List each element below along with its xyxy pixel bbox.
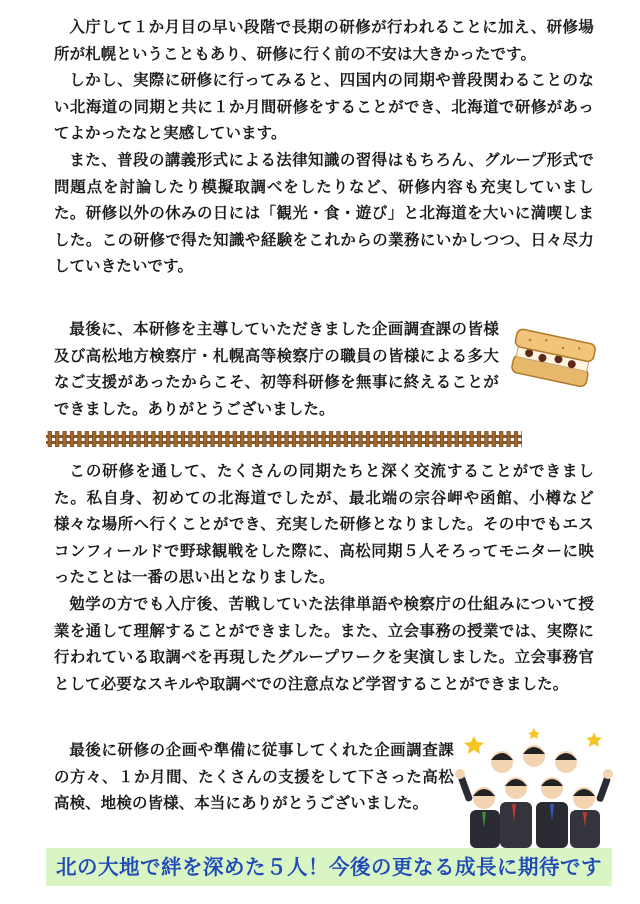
section1-closing [54, 316, 499, 422]
wooden-fence-divider [46, 431, 522, 447]
section2-paragraph-2: 勉学の方でも入庁後、苦戦していた法律単語や検察庁の仕組みについて授業を通して理解することができました。また、立会事務の授業では、実際に行われている取調べを再現したグループワークを実演しました。立会事務官として必要なスキルや取調べでの注意点など学習することができました。 [54, 594, 594, 693]
section1-paragraph-1: 入庁して１か月目の早い段階で長期の研修が行われることに加え、研修場所が札幌ということもあり、研修に行く前の不安は大きかったです。 [54, 18, 594, 63]
section2-text [54, 458, 594, 697]
section1-paragraph-4: 最後に、本研修を主導していただきました企画調査課の皆様及び高松地方検察庁・札幌高等検察庁の職員の皆様による多大なご支援があったからこそ、初等科研修を無事に終えることができました。ありがとうございました。 [54, 320, 499, 418]
section2-paragraph-3: 最後に研修の企画や準備に従事してくれた企画調査課の方々、１か月間、たくさんの支援をして下さった高松高検、地検の皆様、本当にありがとうございました。 [54, 741, 454, 813]
section1-text [54, 14, 594, 280]
section2-paragraph-1: この研修を通して、たくさんの同期たちと深く交流することができました。私自身、初めての北海道でしたが、最北端の宗谷岬や函館、小樽など様々な場所へ行くことができ、充実した研修となりました。その中でもエスコンフィールドで野球観戦をした際に、高松同期５人そろってモニターに映ったことは一番の思い出となりました。 [54, 462, 594, 587]
sandwich-cookie-icon [506, 320, 598, 402]
section1-paragraph-2: しかし、実際に研修に行ってみると、四国内の同期や普段関わることのない北海道の同期と共に１か月間研修をすることができ、北海道で研修があってよかったなと実感しています。 [54, 71, 594, 143]
cheering-group-icon [454, 726, 614, 848]
closing-banner: 北の大地で絆を深めた５人！今後の更なる成長に期待です [46, 848, 612, 886]
section1-paragraph-3: また、普段の講義形式による法律知識の習得はもちろん、グループ形式で問題点を討論したり模擬取調べをしたりなど、研修内容も充実していました。研修以外の休みの日には「観光・食・遊び」と北海道を大いに満喫しました。この研修で得た知識や経験をこれからの業務にいかしつつ、日々尽力していきたいです。 [54, 150, 594, 276]
section2-closing [54, 737, 454, 817]
